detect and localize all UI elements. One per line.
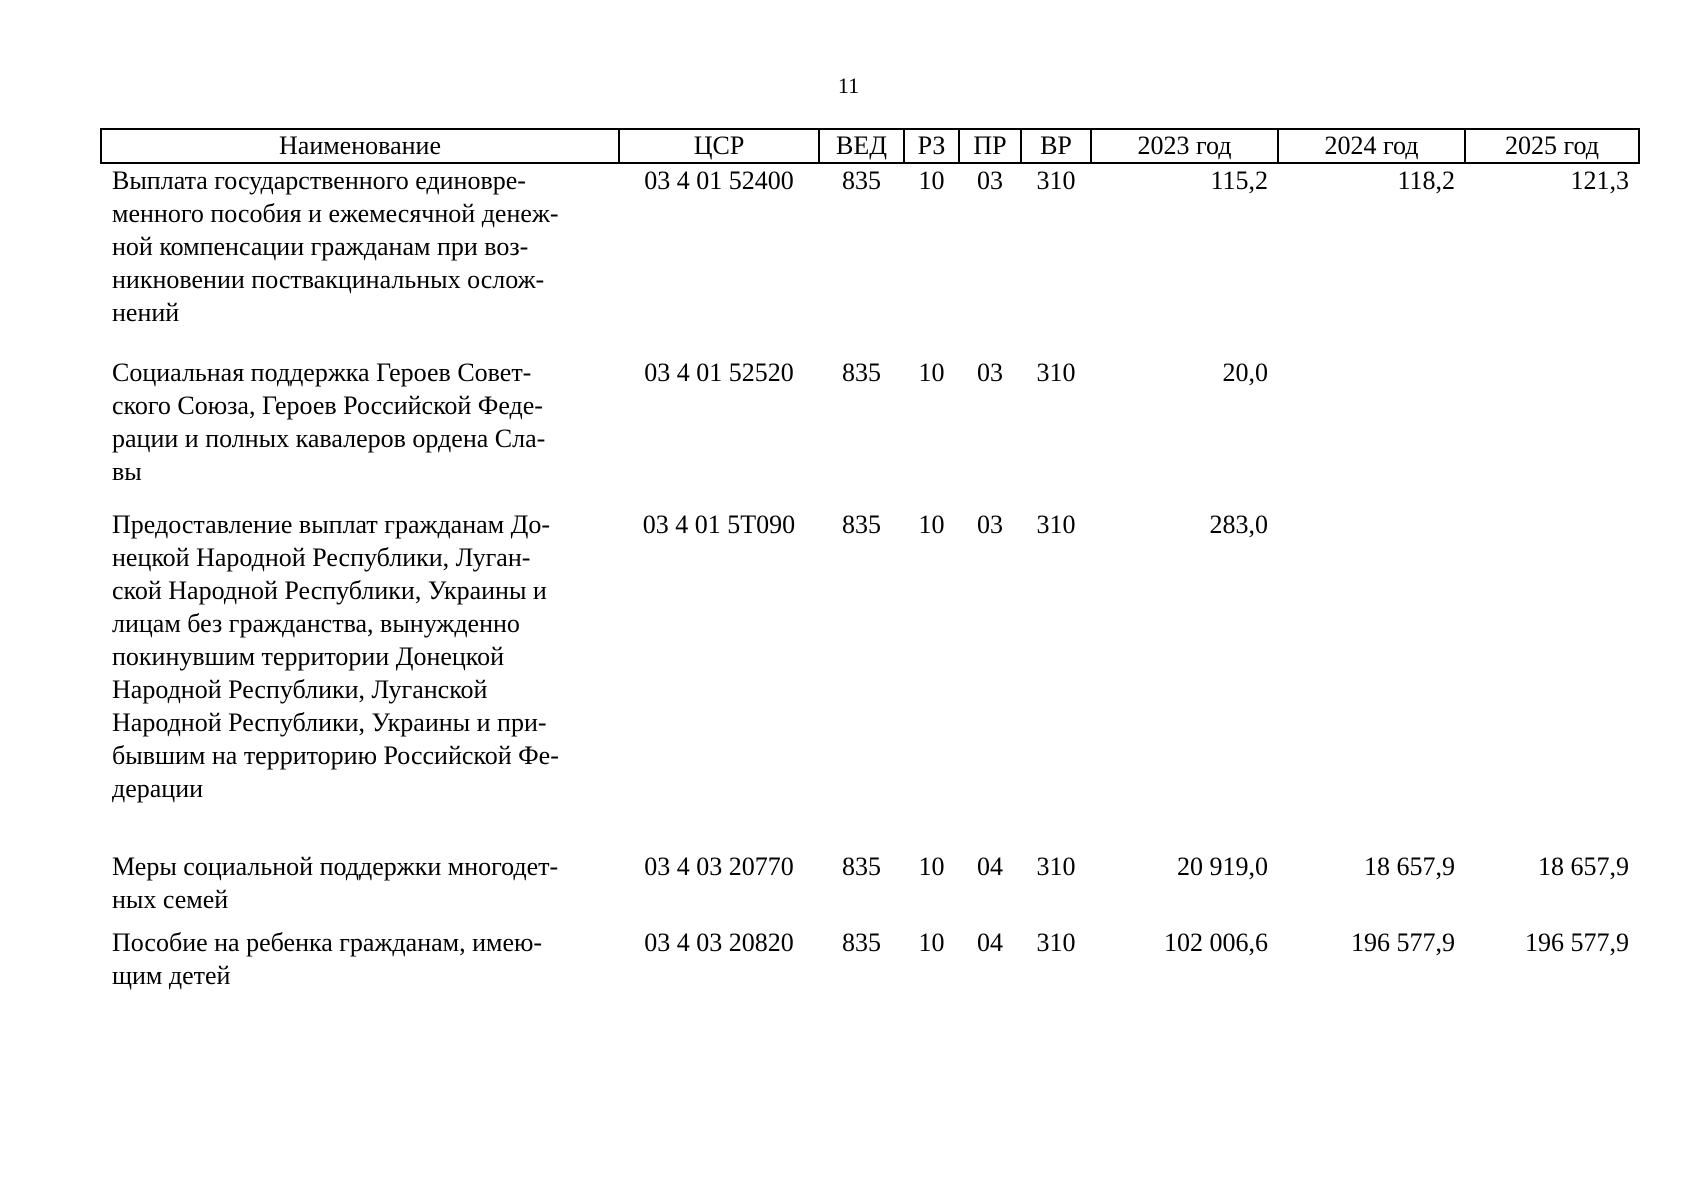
header-pr: ПР xyxy=(959,129,1021,163)
row-name-line: Меры социальной поддержки многодет- xyxy=(112,852,559,881)
row-vr: 310 xyxy=(1036,928,1076,957)
row-ved: 835 xyxy=(842,166,881,195)
row-name-line: ской Народной Республики, Украины и xyxy=(112,576,547,605)
row-pr: 03 xyxy=(977,166,1003,195)
row-name-line: дерации xyxy=(112,774,204,803)
row-name-line: вы xyxy=(112,457,142,486)
row-rz: 10 xyxy=(918,166,945,195)
row-name-line: нений xyxy=(112,298,180,327)
row-name-line: рации и полных кавалеров ордена Сла- xyxy=(112,424,546,453)
header-vr: ВР xyxy=(1021,129,1091,163)
header-csr: ЦСР xyxy=(619,129,819,163)
row-pr: 03 xyxy=(977,510,1003,539)
row-2025 xyxy=(1465,508,1639,850)
row-name-line: Пособие на ребенка гражданам, имею- xyxy=(112,928,543,957)
row-vr: 310 xyxy=(1036,852,1076,881)
table-row xyxy=(101,926,1639,996)
header-2025: 2025 год xyxy=(1465,129,1639,163)
row-2023: 283,0 xyxy=(1209,510,1268,539)
row-2023: 20,0 xyxy=(1222,358,1268,387)
header-ved: ВЕД xyxy=(819,129,904,163)
row-name-line: Народной Республики, Украины и при- xyxy=(112,708,547,737)
header-rz: РЗ xyxy=(904,129,959,163)
row-2025: 18 657,9 xyxy=(1538,852,1629,881)
row-vr: 310 xyxy=(1036,166,1076,195)
row-pr: 03 xyxy=(977,358,1003,387)
table-row xyxy=(101,508,1639,850)
row-2025 xyxy=(1465,356,1639,508)
row-2024 xyxy=(1278,508,1465,850)
row-rz: 10 xyxy=(918,358,945,387)
row-name-line: щим детей xyxy=(112,961,231,990)
header-row xyxy=(101,129,1639,163)
row-rz: 10 xyxy=(918,852,945,881)
row-2024: 118,2 xyxy=(1397,166,1455,195)
table-row xyxy=(101,163,1639,356)
row-name-line: ной компенсации гражданам при воз- xyxy=(112,232,529,261)
row-ved: 835 xyxy=(842,358,881,387)
row-ved: 835 xyxy=(842,510,881,539)
row-vr: 310 xyxy=(1036,510,1076,539)
table-header xyxy=(101,129,1639,163)
row-ved: 835 xyxy=(842,928,881,957)
row-name-line: ского Союза, Героев Российской Феде- xyxy=(112,391,543,420)
budget-table xyxy=(100,128,1640,996)
table-row xyxy=(101,850,1639,926)
row-name-line: менного пособия и ежемесячной денеж- xyxy=(112,199,559,228)
row-csr: 03 4 01 52400 xyxy=(644,166,794,195)
row-pr: 04 xyxy=(977,852,1003,881)
row-2024: 196 577,9 xyxy=(1351,928,1455,957)
row-rz: 10 xyxy=(918,928,945,957)
row-name-cell xyxy=(101,356,619,508)
row-name-line: Народной Республики, Луганской xyxy=(112,675,488,704)
row-name-line: лицам без гражданства, вынужденно xyxy=(112,609,520,638)
row-csr: 03 4 01 5Т090 xyxy=(642,510,796,539)
row-name-cell xyxy=(101,926,619,996)
row-name-cell xyxy=(101,163,619,356)
row-2024 xyxy=(1278,356,1465,508)
row-name-line: ных семей xyxy=(112,885,229,914)
header-name: Наименование xyxy=(101,129,619,163)
row-name-cell xyxy=(101,850,619,926)
header-2024: 2024 год xyxy=(1278,129,1465,163)
row-csr: 03 4 03 20820 xyxy=(644,928,794,957)
row-name-cell xyxy=(101,508,619,850)
row-2025: 196 577,9 xyxy=(1525,928,1629,957)
row-vr: 310 xyxy=(1036,358,1076,387)
row-name-line: покинувшим территории Донецкой xyxy=(112,642,505,671)
row-csr: 03 4 03 20770 xyxy=(644,852,794,881)
row-csr: 03 4 01 52520 xyxy=(644,358,794,387)
row-2024: 18 657,9 xyxy=(1364,852,1455,881)
row-name-line: нецкой Народной Республики, Луган- xyxy=(112,543,531,572)
page-number: 11 xyxy=(837,73,860,98)
table-row xyxy=(101,356,1639,508)
row-name-line: никновении поствакцинальных ослож- xyxy=(112,265,545,294)
row-rz: 10 xyxy=(918,510,945,539)
row-name-line: Социальная поддержка Героев Совет- xyxy=(112,358,532,387)
row-2025: 121,3 xyxy=(1570,166,1629,195)
row-name-line: бывшим на территорию Российской Фе- xyxy=(112,741,559,770)
row-name-line: Выплата государственного единовре- xyxy=(112,166,526,195)
row-2023: 115,2 xyxy=(1210,166,1268,195)
row-pr: 04 xyxy=(977,928,1003,957)
row-ved: 835 xyxy=(842,852,881,881)
row-2023: 102 006,6 xyxy=(1164,928,1268,957)
header-2023: 2023 год xyxy=(1091,129,1278,163)
row-2023: 20 919,0 xyxy=(1177,852,1268,881)
row-name-line: Предоставление выплат гражданам До- xyxy=(112,510,551,539)
